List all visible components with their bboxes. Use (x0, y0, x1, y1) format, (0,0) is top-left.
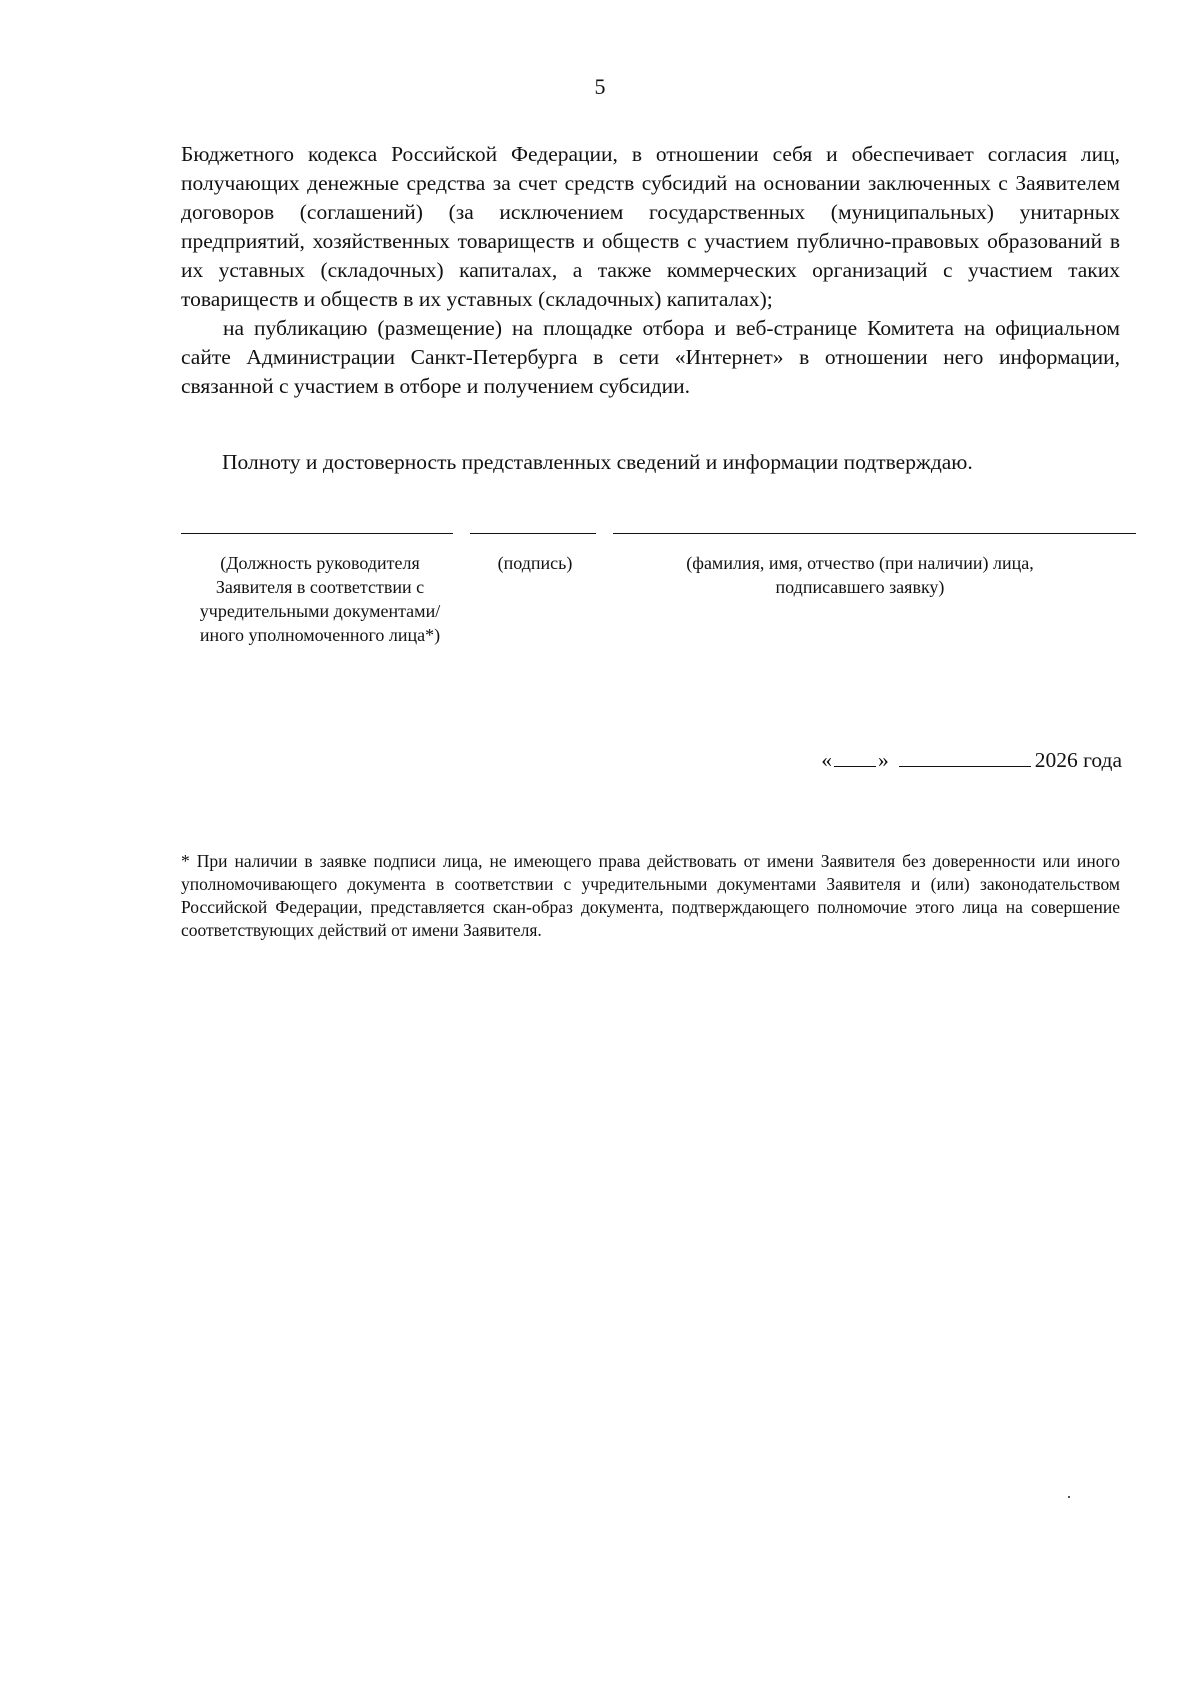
name-caption: (фамилия, имя, отчество (при наличии) лица, подписавшего заявку) (686, 553, 1034, 597)
date-year: 2026 года (1034, 748, 1122, 772)
scan-speck (1068, 1496, 1070, 1498)
position-signature-line (181, 533, 453, 534)
position-caption: (Должность руководителя Заявителя в соответствии с учредительными документами/ иного уполномоченного лица*) (199, 553, 441, 645)
date-open-quote: « (821, 748, 832, 772)
day-blank (834, 746, 876, 767)
month-blank (899, 746, 1031, 767)
signature-caption: (подпись) (497, 553, 573, 573)
paragraph-consent-publication: на публикацию (размещение) на площадке отбора и веб-странице Комитета на официальном сайте Администрации Санкт-Петербурга в сети «Интернет» в отношении него информации, связанной с участием в отборе и получением субсидии. (181, 316, 1120, 398)
name-signature-line (613, 533, 1136, 534)
footnote (181, 850, 1120, 942)
body-text (181, 140, 1120, 401)
page-number: 5 (594, 74, 606, 99)
date-close-quote: » (877, 748, 889, 772)
confirmation-statement: Полноту и достоверность представленных сведений и информации подтверждаю. (222, 450, 973, 474)
paragraph-consent-budget-code: Бюджетного кодекса Российской Федерации, в отношении себя и обеспечивает согласия лиц, получающих денежные средства за счет средств субсидий на основании заключенных с Заявителем договоров (соглашений) (за исключением государственных (муниципальных) унитарных предприятий, хозяйственных товариществ и обществ с участием публично-правовых образований в их уставных (складочных) капиталах, а также коммерческих организаций с участием таких товариществ и обществ в их уставных (складочных) капиталах); (181, 142, 1120, 311)
footnote-text: * При наличии в заявке подписи лица, не имеющего права действовать от имени Заявителя без доверенности или иного уполномочивающего документа в соответствии с учредительными документами Заявителя и (или) законодательством Российской Федерации, представляется скан-образ документа, подтверждающего полномочие этого лица на совершение соответствующих действий от имени Заявителя. (181, 851, 1120, 940)
signature-line (470, 533, 596, 534)
date-line (821, 746, 1122, 775)
